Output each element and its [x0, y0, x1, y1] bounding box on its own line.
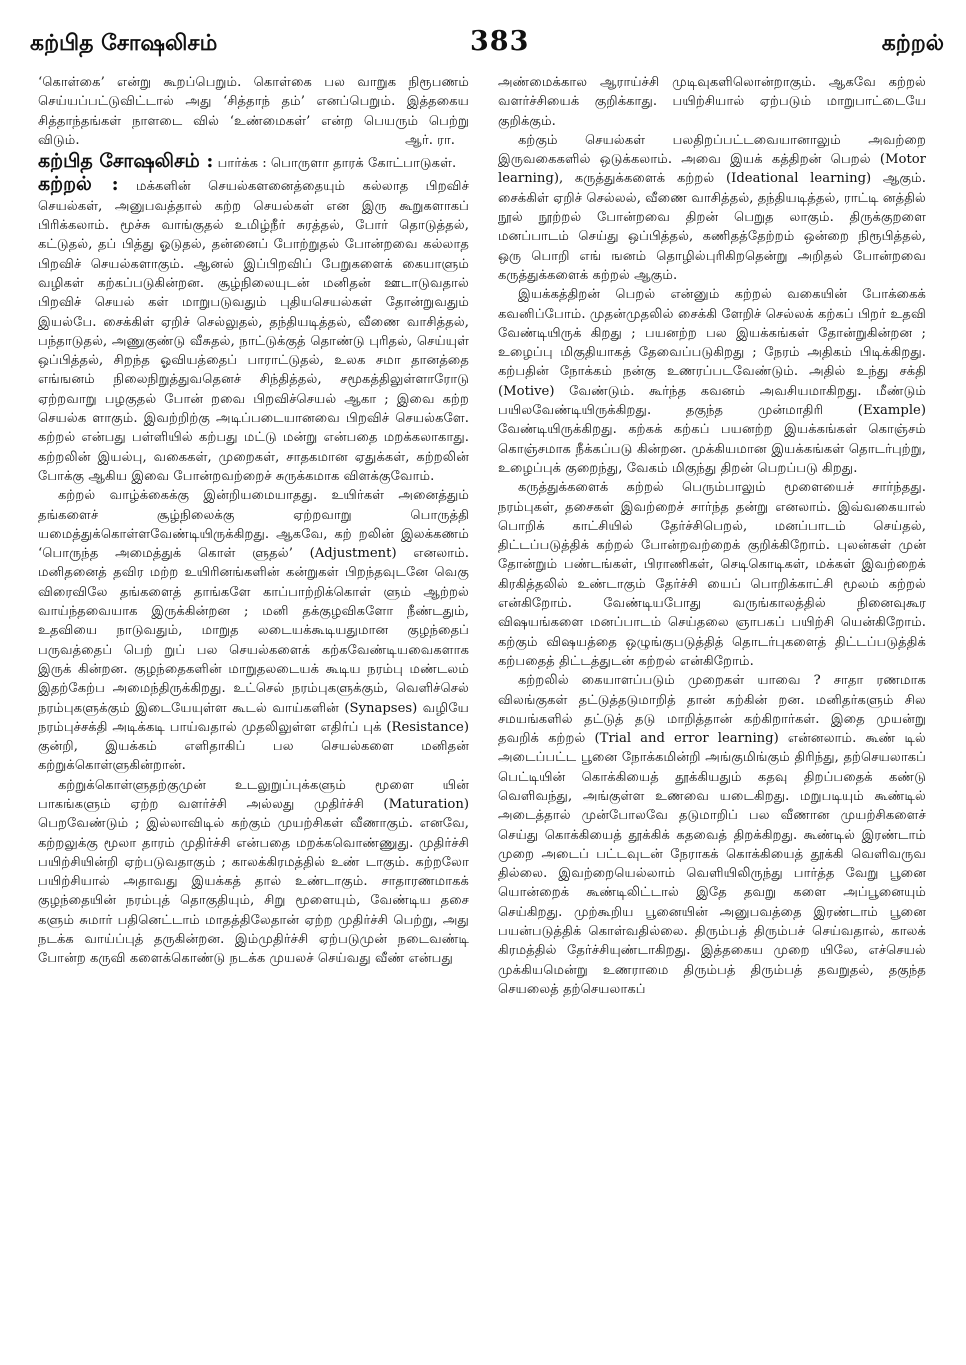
- page-header: [30, 26, 944, 60]
- paragraph: கற்றலில் கையாளப்படும் முறைகள் யாவை ? சாதா ரணமாக விலங்குகள் தட்டுத்தடுமாறித் தான் கற்கின் றன. மனிதர்களும் சில சமயங்களில் தட்டுத் தடு மாறித்தான் கற்கிறார்கள். இதை முயன்று தவறிக் கற்றல் (Trial and error learning) என்னலாம். கூண் டில் அடைப்பட்ட பூனை நோக்கமின்றி அங்குமிங்கும் திரிந்து, தற்செயலாகப் பெட்டியின் கொக்கியைத் தூக்கியதும் கதவு திறப்பதைக் கண்டு வெளிவந்து, அங்குள்ள உணவை யடைகிறது. மறுபடியும் கூண்டில் அடைத்தால் முன்போலவே தடுமாறிப் பல வீணான முயற்சிகளைச் செய்து கொக்கியைத் தூக்கிக் கதவைத் திறக்கிறது. கூண்டில் இரண்டாம் முறை அடைப் பட்டவுடன் நேராகக் கொக்கியைத் தூக்கி வெளிவருவ தில்லை. இவற்றையெல்லாம் வெளியிலிருந்து பார்த்த வேறு பூனை யொன்றைக் கூண்டிலிட்டால் இதே தவறு களை அப்பூனையும் செய்கிறது. முற்கூறிய பூனையின் அனுபவத்தை இரண்டாம் பூனை பயன்படுத்திக் கொள்வதில்லை. திரும்பத் திரும்பச் செய்வதால், காலக் கிரமத்தில் தேர்ச்சியுண்டாகிறது. இத்தகைய முறை யிலே, எச்செயல் முக்கியமென்று உணராமை திரும்பத் திரும்பத் தவறுதல், தகுந்த செயலைத் தற்செயலாகப்: [498, 673, 926, 997]
- paragraph: அண்மைக்கால ஆராய்ச்சி முடிவுகளிலொன்றாகும். ஆகவே கற்றல் வளர்ச்சியைக் குறிக்காது. பயிற்சியால் ஏற்படும் மாறுபாட்டையே குறிக்கும்.: [498, 75, 926, 129]
- author-signature: ஆர். ரா.: [405, 132, 455, 148]
- paragraph: கருத்துக்களைக் கற்றல் பெரும்பாலும் மூளையைச் சார்ந்தது. நரம்புகள், தசைகள் இவற்றைச் சார்ந்த தன்று எனலாம். இவ்வகையால் பொறிக் காட்சியில் தேர்ச்சிபெறல், மனப்பாடம் செய்தல், திட்டப்படுத்திக் கற்றல் போன்றவற்றைக் குறிக்கிறோம். புலன்கள் முன் தோன்றும் பண்டங்கள், பிராணிகள், செடிகொடிகள், மக்கள் இவற்றைக் கிரகித்தலில் உண்டாகும் தேர்ச்சி யைப் பொறிக்காட்சி மூலம் கற்றல் என்கிறோம். வேண்டியபோது வருங்காலத்தில் நினைவுகூர விஷயங்களை மனப்பாடம் செய்தலை ஞாபகப் பயிற்சி யென்கிறோம். கற்கும் விஷயத்தை ஒழுங்குபடுத்தித் தொடர்புகளைத் திட்டப்படுத்திக் கற்பதைத் திட்டத்துடன் கற்றல் என்கிறோம்.: [498, 480, 926, 669]
- right-column: [498, 73, 926, 999]
- paragraph: கற்றல் வாழ்க்கைக்கு இன்றியமையாதது. உயிர்கள் அனைத்தும் தங்களைச் சூழ்நிலைக்கு ஏற்றவாறு பொருத்தி யமைத்துக்கொள்ளவேண்டியிருக்கிறது. ஆகவே, கற் றலின் இலக்கணம் ‘பொருந்த அமைத்துக் கொள் ளுதல்’ (Adjustment) எனலாம். மனிதனைத் தவிர மற்ற உயிரினங்களின் கன்றுகள் பிறந்தவுடனே வெகு விரைவிலே தங்களைத் தாங்களே காப்பாற்றிக்கொள் ளும் ஆற்றல் வாய்ந்தவையாக இருக்கின்றன ; மனி தக்குழவிகளோ நீண்டதும், உதவியை நாடுவதும், மாறுத லடையக்கூடியதுமான குழந்தைப் பருவத்தைப் பெற் றுப் பல செயல்களைக் கற்கவேண்டியவைகளாக இருக் கின்றன. குழந்தைகளின் மாறுதலடையக் கூடிய நரம்பு மண்டலம் இதற்கேற்ப அமைந்திருக்கிறது. உட்செல் நரம்புகளுக்கும், வெளிச்செல் நரம்புகளுக்கும் இடையேயுள்ள கூடல் வாய்களின் (Synapses) வழியே நரம்புச்சக்தி அடிக்கடி பாய்வதால் முதலிலுள்ள எதிர்ப் புக் (Resistance) குன்றி, இயக்கம் எளிதாகிப் பல செயல்களை மனிதன் கற்றுக்கொள்ளுகின்றான்.: [38, 488, 469, 774]
- paragraph: கற்கும் செயல்கள் பலதிறப்பட்டவையானாலும் அவற்றை இருவகைகளில் ஒடுக்கலாம். அவை இயக் கத்திறன் பெறல் (Motor learning), கருத்துக்களைக் கற்றல் (Ideational learning) ஆகும். சைக்கிள் ஏறிச் செல்லல், வீணை வாசித்தல், தந்தியடித்தல், ராட்டி னத்தில் நூல் நூற்றல் போன்றவை திறன் பெறுத லாகும். திருக்குறளை மனப்பாடம் செய்து ஒப்பித்தல், கணிதத்தேற்றம் ஒன்றை நிரூபித்தல், ஒரு பொறி எங் ஙனம் தொழில்புரிகிறதென்று அறிதல் போன்றவை கருத்துக்களைக் கற்றல் ஆகும்.: [498, 132, 926, 283]
- entry-heading: [38, 150, 469, 173]
- paragraph: இயக்கத்திறன் பெறல் என்னும் கற்றல் வகையின் போக்கைக் கவனிப்போம். முதன்முதலில் சைக்கி ளேறிச் செல்லக் கற்கப் பிறர் உதவி வேண்டியிருக் கிறது ; பயனற்ற பல இயக்கங்கள் தோன்றுகின்றன ; உழைப்பு மிகுதியாகத் தேவைப்படுகிறது ; நேரம் அதிகம் பிடிக்கிறது. கற்பதின் நோக்கம் நன்கு உணரப்படவேண்டும். அதில் உந்து சக்தி (Motive) வேண்டும். கூர்ந்த கவனம் அவசியமாகிறது. மீண்டும் பயிலவேண்டியிருக்கிறது. தகுந்த முன்மாதிரி (Example) வேண்டியிருக்கிறது. கற்கக் கற்கப் பயனற்ற இயக்கங்கள் கொஞ்சம் கொஞ்சமாக நீக்கப்படு கின்றன. முக்கியமான இயக்கங்கள் தொடர்புற்று, உழைப்புக் குறைந்து, வேகம் மிகுந்து திறன் பெறப்படு கிறது.: [498, 287, 926, 476]
- paragraph: கற்றுக்கொள்ளுதற்குமுன் உடலுறுப்புக்களும் மூளை யின் பாகங்களும் ஏற்ற வளர்ச்சி அல்லது முதிர்ச்சி (Maturation) பெறவேண்டும் ; இல்லாவிடில் கற்கும் முயற்சிகள் வீணாகும். எனவே, கற்றலுக்கு மூலா தாரம் முதிர்ச்சி என்பதை மறக்கவொண்ணுது. முதிர்ச்சி பயிற்சியின்றி ஏற்படுவதாகும் ; காலக்கிரமத்தில் உண் டாகும். கற்றலோ பயிற்சியால் அதாவது இயக்கத் தால் உண்டாகும். சாதாரணமாகக் குழந்தையின் நரம்புத் தொகுதியும், சிறு மூளையும், வேண்டிய தசை களும் சுமார் பதினெட்டாம் மாதத்திலேதான் ஏற்ற முதிர்ச்சி பெற்று, அது நடக்க வாய்ப்புத் தருகின்றன. இம்முதிர்ச்சி ஏற்படுமுன் நடைவண்டி போன்ற கருவி களைக்கொண்டு நடக்க முயலச் செய்வது வீண் என்பது: [38, 777, 469, 967]
- running-head-right: கற்றல்: [881, 30, 944, 56]
- running-head-left: கற்பித சோஷலிசம்: [30, 30, 218, 56]
- entry-title-learning: கற்றல் :: [38, 173, 119, 196]
- see-also-reference: பார்க்க : பொருளா தாரக் கோட்பாடுகள்.: [217, 156, 457, 172]
- entry-title-socialism: கற்பித சோஷலிசம் :: [38, 150, 214, 173]
- left-column: [38, 73, 469, 969]
- paragraph: கற்றல் : மக்களின் செயல்களனைத்தையும் கல்லாத பிறவிச் செயல்கள், அனுபவத்தால் கற்ற செயல்கள் என இரு கூறுகளாகப் பிரிக்கலாம். மூச்சு வாங்குதல் உமிழ்நீர் சுரத்தல், போர் தொடுத்தல், கட்டுதல், தப் பித்து ஓடுதல், தன்னைப் போற்றுதல் போன்றவை கல்லாத பிறவிச் செயல்களாகும். ஆனல் இப்பிறவிப் பேறுகளைக் கையாளும் வழிகள் கற்கப்படுகின்றன. சூழ்நிலையுடன் மனிதன் ஊடாடுவதால் பிறவிச் செயல் கள் மாறுபடுவதும் புதியசெயல்கள் தோன்றுவதும் இயல்பே. சைக்கிள் ஏறிச் செல்லுதல், தந்தியடித்தல், வீணை வாசித்தல், பந்தாடுதல், அணுகுண்டு வீசுதல், நாட்டுக்குத் தொண்டு புரிதல், செய்யுள் ஒப்பித்தல், சிறந்த ஓவியத்தைப் பாராட்டுதல், உலக சமா தானத்தை எங்ஙனம் நிலைநிறுத்துவதெனச் சிந்தித்தல், சமூகத்திலுள்ளாரோடு ஏற்றவாறு பழகுதல் போன் றவை பிறவிச்செயல் ஆகா ; இவை கற்ற செயல்க ளாகும். இவற்றிற்கு அடிப்படையானவை பிறவிச் செயல்களே. கற்றல் என்பது பள்ளியில் கற்பது மட்டு மன்று என்பதை மறக்கலாகாது. கற்றலின் இயல்பு, வகைகள், முறைகள், சாதகமான ஏதுக்கள், கற்றலின் போக்கு ஆகிய இவை போன்றவற்றைச் சுருக்கமாக விளக்குவோம்.: [38, 173, 469, 484]
- paragraph: ‘கொள்கை’ என்று கூறப்பெறும். கொள்கை பல வாறுக நிரூபணம் செய்யப்பட்டுவிட்டால் அது ‘சித்தாந் தம்’ எனப்பெறும். இத்தகைய சித்தாந்தங்கள் நாளடை வில் ‘உண்மைகள்’ என்ற பெயரும் பெற்று விடும்.: [38, 75, 469, 148]
- page-number: 383: [470, 26, 530, 57]
